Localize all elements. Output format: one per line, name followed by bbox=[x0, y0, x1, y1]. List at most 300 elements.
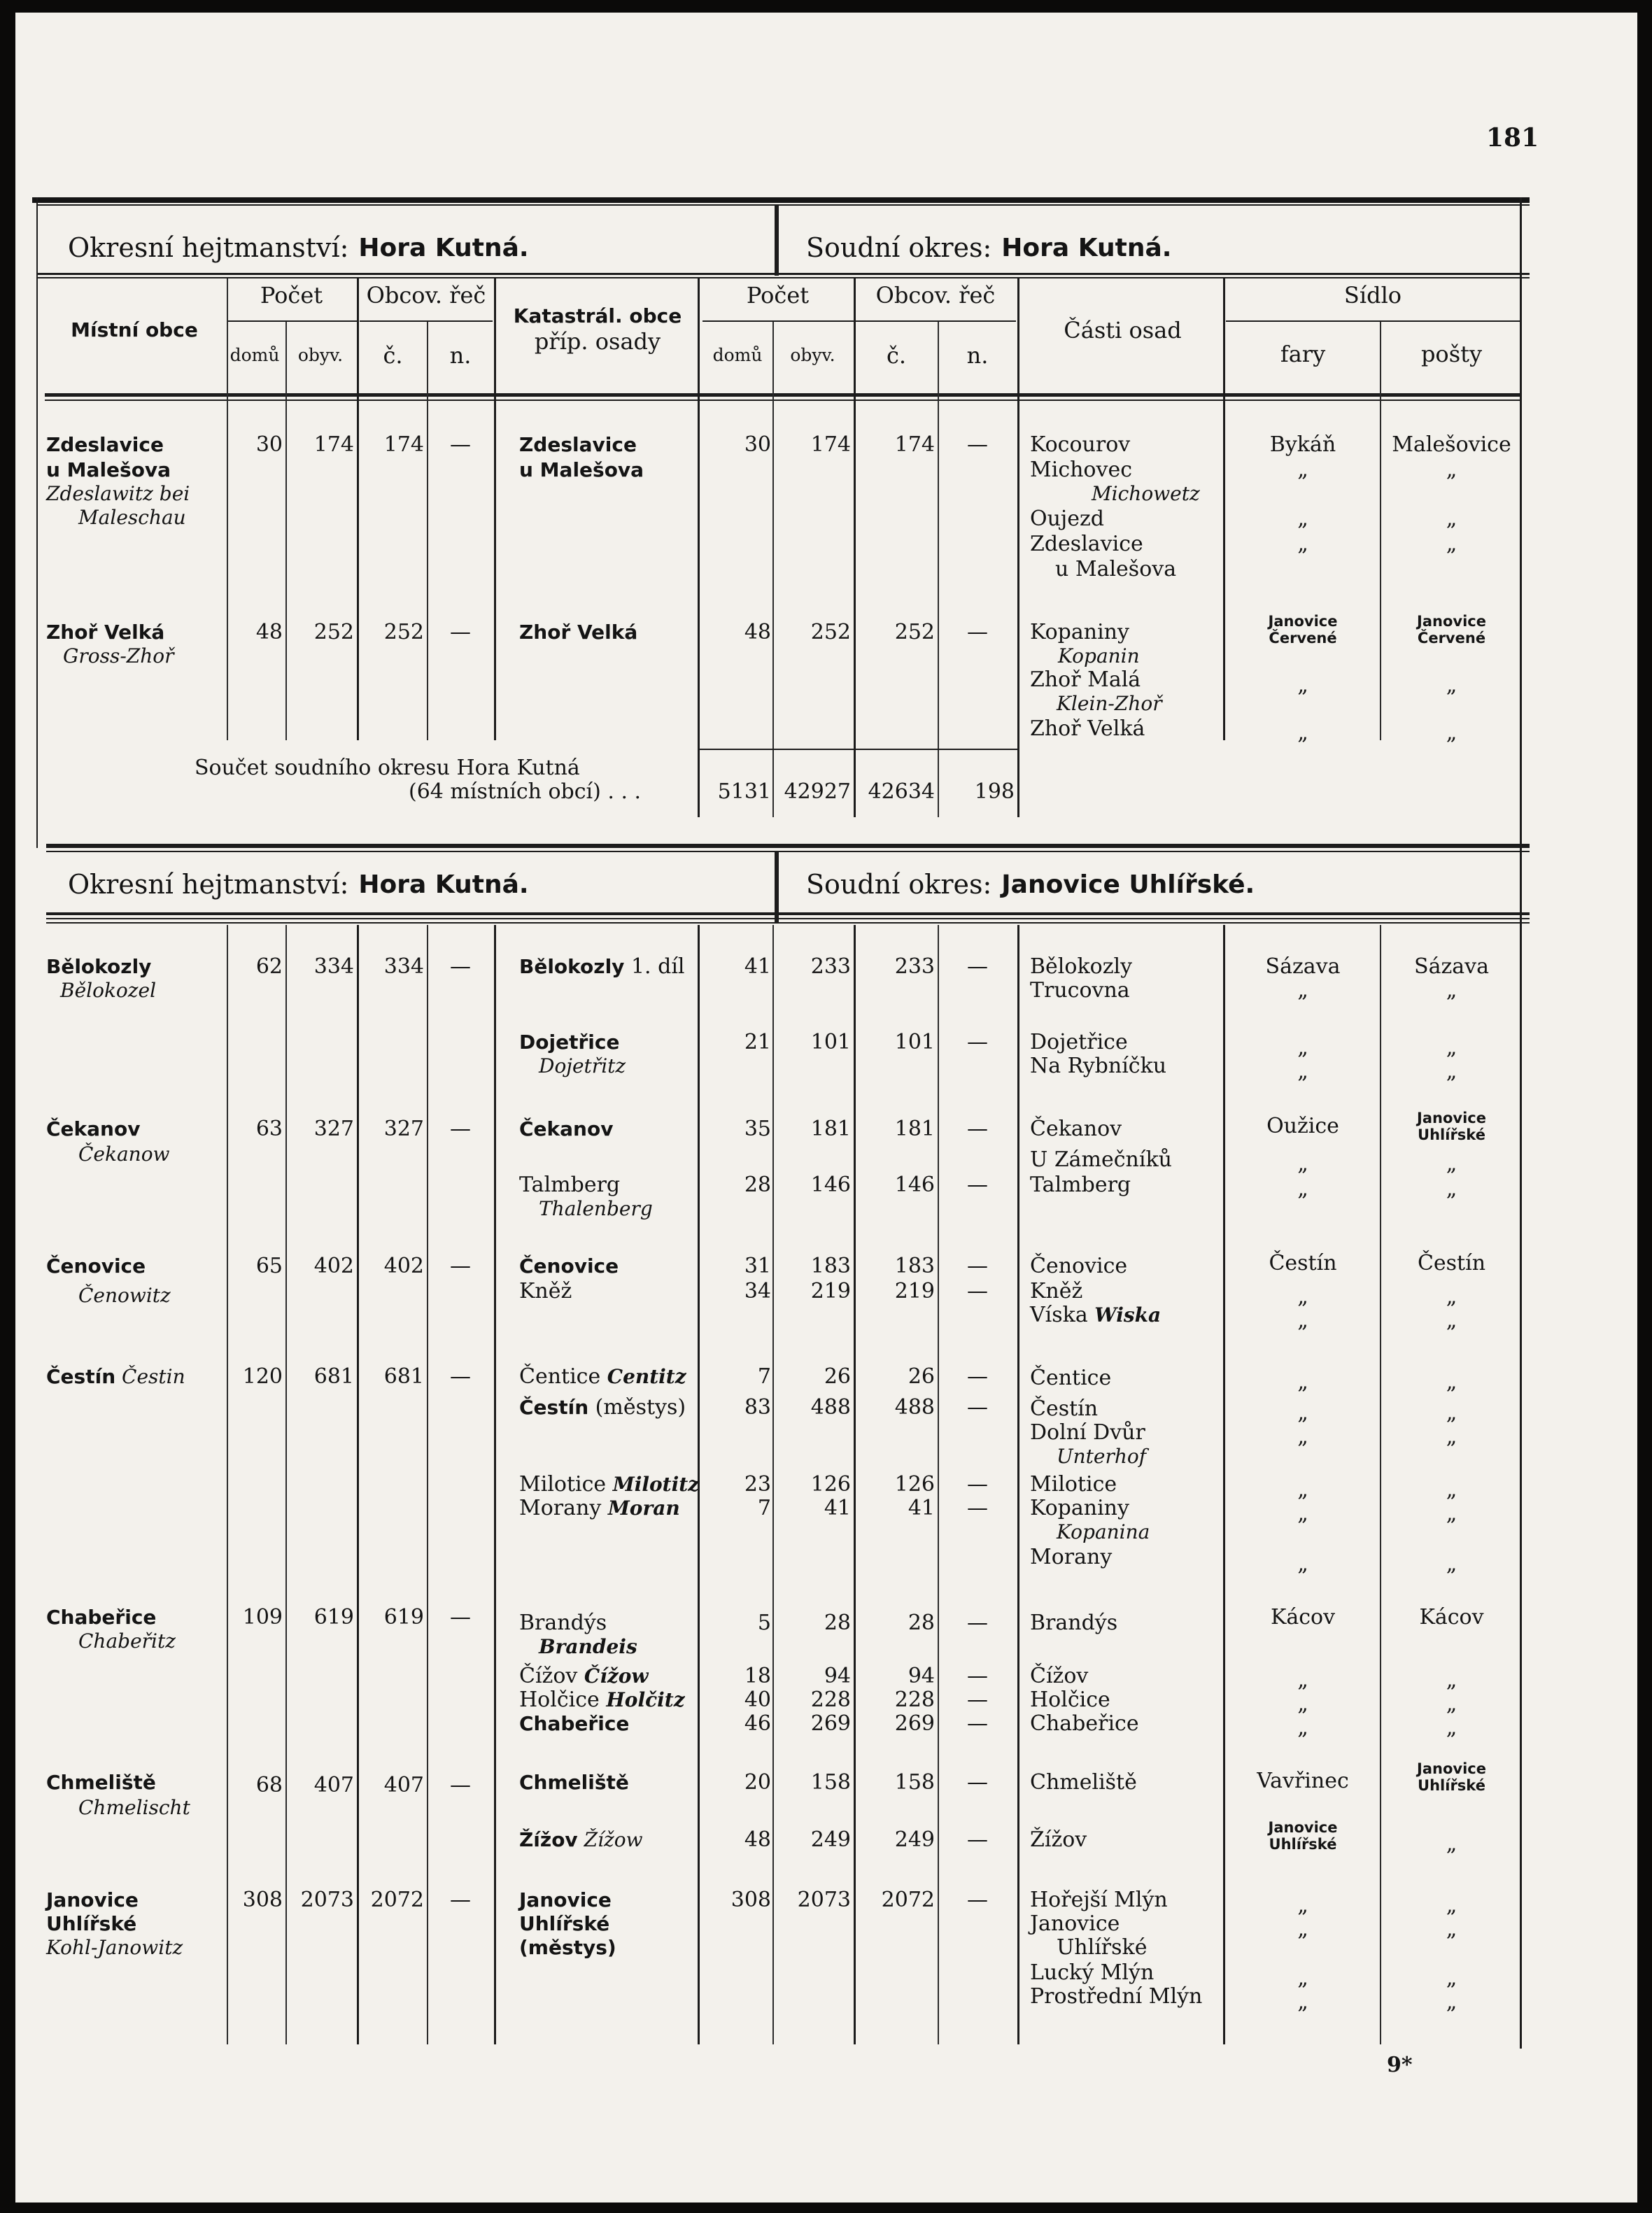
posta: „ bbox=[1446, 1285, 1457, 1309]
osada: Milotice bbox=[1030, 1472, 1117, 1497]
cell-domu: 62 bbox=[255, 954, 283, 979]
cell-obyv: 269 bbox=[810, 1711, 851, 1736]
osada: Uhlířské bbox=[1057, 1935, 1148, 1960]
cell-n: — bbox=[967, 1770, 988, 1795]
osada-german: Michowetz bbox=[1092, 482, 1200, 505]
obec-german: Čenowitz bbox=[78, 1284, 171, 1307]
cell-domu: 109 bbox=[242, 1605, 283, 1629]
posta: Janovice bbox=[1417, 613, 1486, 630]
cell-obyv: 488 bbox=[810, 1395, 851, 1420]
sum-label: Součet soudního okresu Hora Kutná bbox=[195, 756, 580, 780]
fara: „ bbox=[1297, 1478, 1308, 1502]
cell-n: — bbox=[967, 1364, 988, 1389]
katastr-name: Čenovice bbox=[519, 1254, 619, 1278]
col-line bbox=[494, 278, 496, 740]
band-divider bbox=[775, 852, 779, 922]
osada-german: Kopanina bbox=[1057, 1520, 1150, 1543]
cell-n: — bbox=[967, 1173, 988, 1197]
posta: „ bbox=[1446, 1990, 1457, 2014]
osada: Kopaniny bbox=[1030, 1496, 1129, 1520]
col-line bbox=[772, 322, 774, 817]
cell-c: 158 bbox=[894, 1770, 935, 1795]
katastr-czech: Čentice bbox=[519, 1364, 607, 1389]
cell-obyv: 681 bbox=[313, 1364, 354, 1389]
posta: „ bbox=[1446, 1966, 1457, 1991]
cell-n: — bbox=[967, 1030, 988, 1054]
cell-n: — bbox=[967, 1827, 988, 1852]
katastr-german: Milotitz bbox=[612, 1473, 700, 1496]
top-rule-thin bbox=[36, 204, 1530, 206]
obec-german: Zdeslawitz bei bbox=[46, 482, 190, 505]
fara: „ bbox=[1297, 1966, 1308, 1991]
cell-obyv: 619 bbox=[313, 1605, 354, 1629]
katastr-name bbox=[519, 1472, 699, 1497]
cell-obyv: 334 bbox=[313, 954, 354, 979]
osada: Oujezd bbox=[1030, 507, 1104, 531]
sum-domu: 5131 bbox=[717, 779, 771, 804]
court-label: Soudní okres: bbox=[806, 869, 992, 900]
header-n: n. bbox=[449, 342, 472, 369]
district-name: Hora Kutná. bbox=[358, 870, 529, 899]
header-obcov-rec: Obcov. řeč bbox=[366, 282, 486, 309]
osada: Čentice bbox=[1030, 1366, 1112, 1390]
cell-c: 402 bbox=[383, 1254, 424, 1278]
cell-domu: 20 bbox=[744, 1770, 771, 1795]
cell-domu: 120 bbox=[242, 1364, 283, 1389]
katastr-czech: Čížov bbox=[519, 1664, 584, 1688]
cell-n: — bbox=[967, 1888, 988, 1912]
katastr-german: Holčitz bbox=[606, 1688, 685, 1711]
obec-name bbox=[46, 1364, 185, 1390]
header-rule bbox=[703, 320, 854, 322]
posta: „ bbox=[1446, 1893, 1457, 1918]
sum-c: 42634 bbox=[868, 779, 935, 804]
col-line bbox=[1380, 925, 1381, 2044]
cell-obyv: 26 bbox=[824, 1364, 851, 1389]
cell-obyv: 407 bbox=[313, 1773, 354, 1797]
cell-c: 28 bbox=[908, 1611, 935, 1635]
posta: „ bbox=[1446, 532, 1457, 556]
osada: Brandýs bbox=[1030, 1611, 1118, 1635]
cell-c: 41 bbox=[908, 1496, 935, 1520]
cell-c: 174 bbox=[894, 432, 935, 457]
posta: „ bbox=[1446, 458, 1457, 482]
cell-domu: 65 bbox=[255, 1254, 283, 1278]
obec-german: Kohl-Janowitz bbox=[46, 1936, 183, 1959]
fara: Janovice bbox=[1268, 613, 1338, 630]
cell-obyv: 252 bbox=[313, 620, 354, 644]
katastr-german: Žížow bbox=[577, 1828, 643, 1851]
posta: Uhlířské bbox=[1418, 1777, 1485, 1794]
header-obyv-2: obyv. bbox=[790, 345, 835, 365]
col-line bbox=[1017, 278, 1019, 817]
fara: „ bbox=[1297, 1893, 1308, 1918]
col-line bbox=[285, 322, 287, 740]
cell-domu: 5 bbox=[757, 1611, 771, 1635]
fara: „ bbox=[1297, 978, 1308, 1003]
katastr-german: Thalenberg bbox=[539, 1197, 653, 1220]
cell-n: — bbox=[967, 1611, 988, 1635]
obec-name: Uhlířské bbox=[46, 1912, 137, 1935]
osada: Chabeřice bbox=[1030, 1711, 1139, 1736]
cell-c: 146 bbox=[894, 1173, 935, 1197]
cell-obyv: 158 bbox=[810, 1770, 851, 1795]
left-border-1 bbox=[36, 197, 38, 848]
obec-name: Janovice bbox=[46, 1888, 139, 1911]
cell-domu: 63 bbox=[255, 1117, 283, 1141]
col-line bbox=[357, 278, 359, 740]
obec-german: Bělokozel bbox=[60, 979, 157, 1002]
header-obcov-rec-2: Obcov. řeč bbox=[875, 282, 996, 309]
katastr-suffix: 1. díl bbox=[624, 954, 685, 979]
cell-n: — bbox=[967, 1395, 988, 1420]
col-line bbox=[427, 322, 428, 740]
osada: Kněž bbox=[1030, 1279, 1083, 1303]
katastr-name: Kněž bbox=[519, 1279, 572, 1303]
cell-n: — bbox=[450, 620, 471, 644]
cell-n: — bbox=[450, 954, 471, 979]
cell-domu: 41 bbox=[744, 954, 771, 979]
cell-c: 407 bbox=[383, 1773, 424, 1797]
col-line bbox=[227, 278, 228, 740]
osada: Čestín bbox=[1030, 1397, 1099, 1421]
katastr-czech: Milotice bbox=[519, 1472, 613, 1497]
cell-domu: 68 bbox=[255, 1773, 283, 1797]
section2-top-rule-thin bbox=[46, 851, 1530, 852]
header-mistni-obce: Místní obce bbox=[71, 318, 198, 341]
posta: Čestín bbox=[1417, 1251, 1486, 1275]
cell-obyv: 174 bbox=[810, 432, 851, 457]
fara: Vavřinec bbox=[1257, 1769, 1349, 1793]
osada: Zhoř Malá bbox=[1030, 667, 1141, 692]
cell-c: 183 bbox=[894, 1254, 935, 1278]
cell-domu: 21 bbox=[744, 1030, 771, 1054]
cell-domu: 48 bbox=[744, 620, 771, 644]
osada-czech: Víska bbox=[1030, 1303, 1095, 1327]
katastr-german: Dojetřitz bbox=[539, 1054, 626, 1077]
fara: Janovice bbox=[1268, 1819, 1338, 1836]
band2-bottom-rule-thin bbox=[46, 918, 1530, 919]
fara: Oužice bbox=[1266, 1114, 1339, 1138]
document-page bbox=[15, 13, 1637, 2203]
fara: „ bbox=[1297, 1692, 1308, 1716]
osada: Chmeliště bbox=[1030, 1770, 1137, 1795]
cell-c: 252 bbox=[894, 620, 935, 644]
osada: Janovice bbox=[1030, 1911, 1120, 1936]
osada: Čekanov bbox=[1030, 1117, 1122, 1141]
cell-n: — bbox=[450, 1364, 471, 1389]
obec-name: Zhoř Velká bbox=[46, 621, 165, 644]
fara: Uhlířské bbox=[1269, 1836, 1337, 1853]
cell-obyv: 2073 bbox=[797, 1888, 851, 1912]
cell-c: 2072 bbox=[881, 1888, 935, 1912]
cell-domu: 308 bbox=[242, 1888, 283, 1912]
posta: „ bbox=[1446, 1668, 1457, 1692]
fara: „ bbox=[1297, 1552, 1308, 1576]
fara: „ bbox=[1297, 1059, 1308, 1084]
cell-c: 26 bbox=[908, 1364, 935, 1389]
header-casti-osad: Části osad bbox=[1064, 317, 1182, 344]
fara: Čestín bbox=[1269, 1251, 1337, 1275]
osada: Čížov bbox=[1030, 1664, 1089, 1688]
header-bottom-rule bbox=[45, 393, 1520, 397]
header-katastral-2: příp. osady bbox=[534, 328, 661, 355]
header-posty: pošty bbox=[1420, 341, 1483, 367]
posta: Janovice bbox=[1417, 1110, 1486, 1126]
osada: Holčice bbox=[1030, 1688, 1110, 1712]
obec-bold: Čestín bbox=[46, 1365, 116, 1388]
fara: „ bbox=[1297, 1308, 1308, 1333]
katastr-czech: Morany bbox=[519, 1496, 608, 1520]
katastr-name: Chabeřice bbox=[519, 1712, 630, 1735]
cell-c: 219 bbox=[894, 1279, 935, 1303]
fara: „ bbox=[1297, 1177, 1308, 1201]
fara: „ bbox=[1297, 673, 1308, 698]
cell-domu: 35 bbox=[744, 1117, 771, 1141]
cell-c: 681 bbox=[383, 1364, 424, 1389]
fara: „ bbox=[1297, 1668, 1308, 1692]
fara: „ bbox=[1297, 721, 1308, 745]
posta: „ bbox=[1446, 1152, 1457, 1176]
signature-mark: 9* bbox=[1387, 2053, 1413, 2077]
posta: Uhlířské bbox=[1418, 1126, 1485, 1143]
col-line bbox=[494, 925, 496, 2044]
cell-domu: 31 bbox=[744, 1254, 771, 1278]
header-sidlo: Sídlo bbox=[1343, 282, 1402, 309]
cell-domu: 48 bbox=[255, 620, 283, 644]
cell-obyv: 94 bbox=[824, 1664, 851, 1688]
cell-domu: 7 bbox=[757, 1364, 771, 1389]
header-bottom-rule-thin bbox=[45, 400, 1520, 401]
header-domu: domů bbox=[230, 345, 280, 365]
osada: u Malešova bbox=[1055, 557, 1177, 581]
posta: „ bbox=[1446, 507, 1457, 531]
right-border-2 bbox=[1520, 845, 1522, 2049]
obec-german: Maleschau bbox=[78, 506, 186, 529]
posta: „ bbox=[1446, 978, 1457, 1003]
posta: „ bbox=[1446, 1917, 1457, 1942]
fara: „ bbox=[1297, 1501, 1308, 1526]
posta: „ bbox=[1446, 1370, 1457, 1394]
cell-obyv: 146 bbox=[810, 1173, 851, 1197]
katastr-name: Dojetřice bbox=[519, 1031, 620, 1054]
cell-c: 94 bbox=[908, 1664, 935, 1688]
fara: „ bbox=[1297, 1152, 1308, 1176]
katastr-name: Brandýs bbox=[519, 1611, 607, 1635]
fara: „ bbox=[1297, 1370, 1308, 1394]
fara: „ bbox=[1297, 1285, 1308, 1309]
cell-obyv: 183 bbox=[810, 1254, 851, 1278]
page-number: 181 bbox=[1486, 123, 1539, 153]
header-katastral-1: Katastrál. obce bbox=[513, 304, 682, 327]
cell-n: — bbox=[967, 1472, 988, 1497]
cell-obyv: 327 bbox=[313, 1117, 354, 1141]
cell-c: 327 bbox=[383, 1117, 424, 1141]
katastr-name bbox=[519, 1364, 686, 1390]
posta: „ bbox=[1446, 1308, 1457, 1333]
obec-german: Chmelischt bbox=[78, 1796, 190, 1819]
cell-obyv: 228 bbox=[810, 1688, 851, 1712]
cell-c: 228 bbox=[894, 1688, 935, 1712]
cell-obyv: 233 bbox=[810, 954, 851, 979]
cell-obyv: 101 bbox=[810, 1030, 851, 1054]
right-border-1 bbox=[1520, 197, 1522, 848]
col-line bbox=[1017, 925, 1019, 2044]
obec-name: Zdeslavice bbox=[46, 433, 164, 456]
fara: „ bbox=[1297, 1424, 1308, 1449]
fara: „ bbox=[1297, 532, 1308, 556]
osada: Zhoř Velká bbox=[1030, 716, 1145, 741]
osada: Kopaniny bbox=[1030, 620, 1129, 644]
cell-n: — bbox=[967, 1664, 988, 1688]
obec-name: Chabeřice bbox=[46, 1606, 157, 1629]
cell-obyv: 219 bbox=[810, 1279, 851, 1303]
cell-c: 101 bbox=[894, 1030, 935, 1054]
cell-n: — bbox=[450, 1254, 471, 1278]
cell-n: — bbox=[450, 1773, 471, 1797]
header-fary: fary bbox=[1280, 341, 1326, 367]
cell-n: — bbox=[967, 1496, 988, 1520]
cell-n: — bbox=[967, 432, 988, 457]
cell-c: 2072 bbox=[370, 1888, 424, 1912]
district-name: Hora Kutná. bbox=[358, 233, 529, 262]
cell-c: 334 bbox=[383, 954, 424, 979]
cell-c: 269 bbox=[894, 1711, 935, 1736]
katastr-name bbox=[519, 1827, 643, 1853]
osada: Na Rybníčku bbox=[1030, 1054, 1167, 1078]
posta: „ bbox=[1446, 1059, 1457, 1084]
cell-domu: 7 bbox=[757, 1496, 771, 1520]
osada: U Zámečníků bbox=[1030, 1147, 1172, 1172]
obec-name: u Malešova bbox=[46, 458, 171, 481]
cell-n: — bbox=[450, 1117, 471, 1141]
osada: Zdeslavice bbox=[1030, 532, 1143, 556]
katastr-german: Moran bbox=[607, 1497, 680, 1520]
col-line bbox=[1223, 278, 1225, 740]
fara: Červené bbox=[1269, 630, 1337, 646]
katastr-german: Čížow bbox=[584, 1664, 649, 1688]
band-bottom-rule-thin bbox=[36, 277, 1530, 278]
posta: Kácov bbox=[1419, 1605, 1484, 1629]
obec-name: Čekanov bbox=[46, 1117, 141, 1140]
band2-bottom-rule bbox=[46, 912, 1530, 915]
posta: „ bbox=[1446, 1832, 1457, 1856]
osada-german: Unterhof bbox=[1057, 1445, 1147, 1468]
osada-german: Wiska bbox=[1094, 1303, 1162, 1327]
col-line bbox=[698, 278, 700, 817]
cell-obyv: 249 bbox=[810, 1827, 851, 1852]
posta: „ bbox=[1446, 1716, 1457, 1740]
band2-bottom-rule-thin bbox=[46, 922, 1530, 924]
col-line bbox=[357, 925, 359, 2044]
obec-german: Gross-Zhoř bbox=[63, 644, 174, 667]
katastr-bold: Žížov bbox=[519, 1828, 578, 1851]
fara: „ bbox=[1297, 1917, 1308, 1942]
katastr-name: (městys) bbox=[519, 1936, 616, 1959]
posta: „ bbox=[1446, 1035, 1457, 1060]
osada: Žížov bbox=[1030, 1827, 1087, 1852]
cell-domu: 83 bbox=[744, 1395, 771, 1420]
header-c: č. bbox=[383, 342, 403, 369]
fara: „ bbox=[1297, 1990, 1308, 2014]
top-rule bbox=[32, 197, 1530, 203]
cell-c: 174 bbox=[383, 432, 424, 457]
cell-obyv: 402 bbox=[313, 1254, 354, 1278]
cell-c: 233 bbox=[894, 954, 935, 979]
osada: Talmberg bbox=[1030, 1173, 1131, 1197]
katastr-name: u Malešova bbox=[519, 458, 644, 481]
katastr-name: Janovice bbox=[519, 1888, 612, 1911]
cell-n: — bbox=[967, 954, 988, 979]
header-rule bbox=[855, 320, 1016, 322]
header-pocet: Počet bbox=[260, 282, 323, 309]
court-band-2 bbox=[806, 856, 1255, 912]
cell-obyv: 252 bbox=[810, 620, 851, 644]
cell-c: 181 bbox=[894, 1117, 935, 1141]
fara: Bykáň bbox=[1269, 432, 1336, 457]
posta: „ bbox=[1446, 1424, 1457, 1449]
sum-rule bbox=[700, 749, 1017, 750]
katastr-name: Zhoř Velká bbox=[519, 621, 638, 644]
col-line bbox=[427, 925, 428, 2044]
katastr-bold: Čestín bbox=[519, 1396, 589, 1419]
osada: Lucký Mlýn bbox=[1030, 1960, 1155, 1985]
katastr-name: Talmberg bbox=[519, 1173, 621, 1197]
cell-n: — bbox=[967, 1711, 988, 1736]
cell-obyv: 126 bbox=[810, 1472, 851, 1497]
katastr-name: Uhlířské bbox=[519, 1912, 610, 1935]
posta: „ bbox=[1446, 1177, 1457, 1201]
katastr-german: Brandeis bbox=[539, 1635, 637, 1658]
cell-domu: 46 bbox=[744, 1711, 771, 1736]
fara: „ bbox=[1297, 507, 1308, 531]
header-rule bbox=[1226, 320, 1520, 322]
posta: Sázava bbox=[1414, 954, 1489, 979]
header-n-2: n. bbox=[966, 342, 989, 369]
posta: Janovice bbox=[1417, 1760, 1486, 1777]
header-domu-2: domů bbox=[712, 345, 763, 365]
court-label: Soudní okres: bbox=[806, 232, 992, 263]
cell-n: — bbox=[450, 432, 471, 457]
osada-german: Kopanin bbox=[1058, 644, 1140, 667]
cell-c: 488 bbox=[894, 1395, 935, 1420]
court-name: Hora Kutná. bbox=[1001, 233, 1172, 262]
header-pocet-2: Počet bbox=[746, 282, 810, 309]
cell-n: — bbox=[967, 1688, 988, 1712]
col-line bbox=[854, 278, 856, 817]
cell-c: 249 bbox=[894, 1827, 935, 1852]
fara: „ bbox=[1297, 1401, 1308, 1425]
court-name: Janovice Uhlířské. bbox=[1001, 870, 1255, 899]
court-band-1 bbox=[806, 220, 1171, 276]
osada: Bělokozly bbox=[1030, 954, 1133, 979]
posta: „ bbox=[1446, 1692, 1457, 1716]
cell-obyv: 41 bbox=[824, 1496, 851, 1520]
fara: „ bbox=[1297, 458, 1308, 482]
obec-german: Čekanow bbox=[78, 1143, 170, 1166]
obec-name: Bělokozly bbox=[46, 955, 152, 978]
cell-n: — bbox=[967, 1254, 988, 1278]
cell-domu: 28 bbox=[744, 1173, 771, 1197]
cell-n: — bbox=[450, 1888, 471, 1912]
header-rule bbox=[227, 320, 357, 322]
cell-domu: 30 bbox=[255, 432, 283, 457]
cell-n: — bbox=[967, 1279, 988, 1303]
posta: „ bbox=[1446, 1401, 1457, 1425]
cell-obyv: 181 bbox=[810, 1117, 851, 1141]
cell-n: — bbox=[967, 620, 988, 644]
katastr-name: Chmeliště bbox=[519, 1771, 629, 1794]
